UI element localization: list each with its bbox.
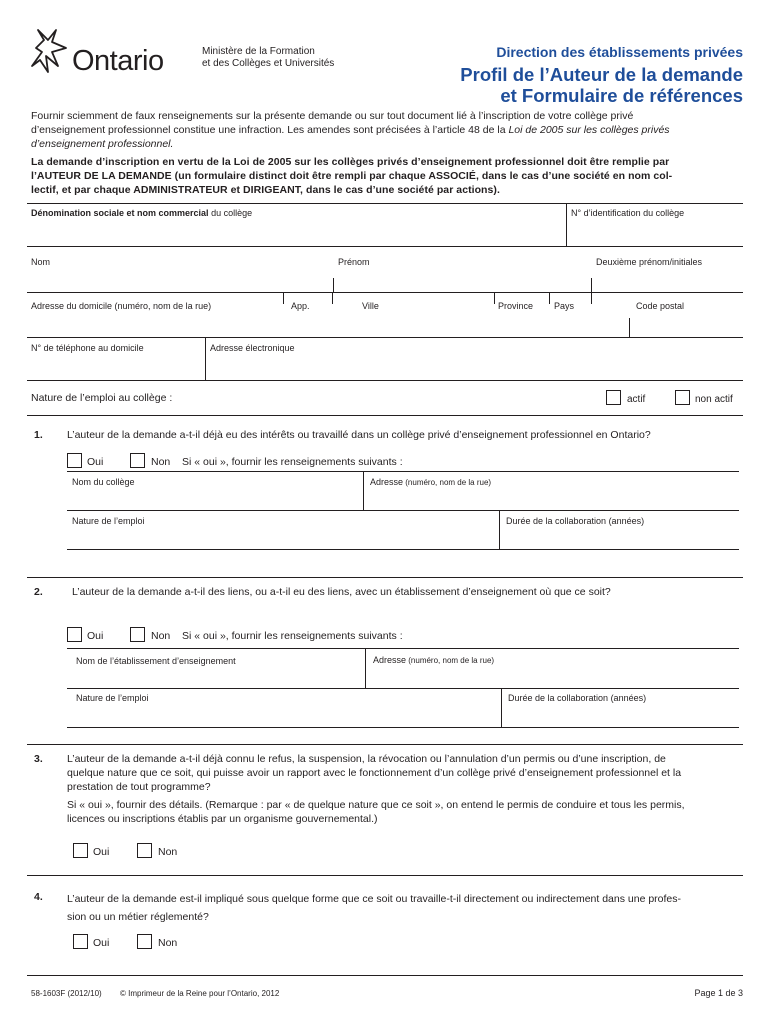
telephone-field[interactable]: [27, 356, 203, 378]
q2-non-checkbox[interactable]: [130, 627, 145, 642]
law-title: d’enseignement professionnel.: [31, 138, 174, 150]
q2-adresse-field[interactable]: [367, 668, 739, 686]
q2-number: 2.: [34, 586, 43, 598]
q4-line: sion ou un métier réglementé?: [67, 911, 209, 923]
copyright: © Imprimeur de la Reine pour l’Ontario, 2012: [120, 989, 280, 998]
q3-line: L’auteur de la demande a-t-il déjà connu le refus, la suspension, la révocation ou l’annulation d’un permis ou d’une inscription, de: [67, 753, 666, 765]
q1-nature-label: Nature de l’emploi: [72, 516, 145, 526]
q3-line: prestation de tout programme?: [67, 781, 211, 793]
app-label: App.: [291, 301, 310, 311]
q3-number: 3.: [34, 753, 43, 765]
code-postal-field[interactable]: [631, 312, 743, 334]
denomination-field[interactable]: [27, 204, 565, 244]
code-postal-label: Code postal: [636, 301, 685, 311]
instruction-line: lectif, et par chaque ADMINISTRATEUR et DIRIGEANT, dans le cas d’une société par actions).: [31, 184, 500, 196]
college-id-field[interactable]: [567, 204, 743, 244]
q4-non-label: Non: [158, 937, 178, 949]
pays-field[interactable]: [550, 312, 628, 334]
q1-adresse-text: Adresse: [370, 477, 404, 487]
intro-text: d’enseignement professionnel constitue une infraction. Les amendes sont précisées à l’article 48 de la: [31, 124, 509, 136]
intro-warning: [31, 109, 743, 151]
ville-label: Ville: [362, 301, 379, 311]
adresse-label: Adresse du domicile (numéro, nom de la rue): [31, 301, 212, 311]
q3-line: Si « oui », fournir des détails. (Remarque : par « de quelque nature que ce soit », on entend le permis de conduire et tous les permis,: [67, 799, 685, 811]
trillium-icon: [26, 26, 70, 76]
q1-non-checkbox[interactable]: [130, 453, 145, 468]
q2-nom-etab-label: Nom de l’établissement d’enseignement: [76, 656, 236, 666]
college-id-label: N° d’identification du collège: [571, 208, 685, 218]
q1-adresse-hint: (numéro, nom de la rue): [403, 478, 492, 487]
nom-field[interactable]: [27, 268, 333, 290]
denomination-label-rest: du collège: [208, 208, 253, 218]
q2-si-oui: Si « oui », fournir les renseignements suivants :: [182, 630, 403, 642]
non-actif-checkbox[interactable]: [675, 390, 690, 405]
q3-line: quelque nature que ce soit, qui puisse avoir un rapport avec le fonctionnement d’un collège privé d’enseignement professionnel et la: [67, 767, 682, 779]
courriel-label: Adresse électronique: [210, 343, 295, 353]
q2-adresse-hint: (numéro, nom de la rue): [406, 656, 495, 665]
q3-non-label: Non: [158, 846, 178, 858]
intro-line: Fournir sciemment de faux renseignements sur la présente demande ou sur tout document lié à l’inscription de votre collège privé: [31, 110, 634, 122]
intro-line: [31, 137, 743, 151]
actif-checkbox[interactable]: [606, 390, 621, 405]
q1-duree-label: Durée de la collaboration (années): [506, 516, 645, 526]
q2-duree-label: Durée de la collaboration (années): [508, 693, 647, 703]
courriel-field[interactable]: [207, 356, 743, 378]
province-label: Province: [498, 301, 534, 311]
q2-nom-etab-field[interactable]: [67, 668, 363, 686]
nature-emploi-label: Nature de l’emploi au collège :: [31, 392, 173, 404]
q4-oui-checkbox[interactable]: [73, 934, 88, 949]
telephone-label: N° de téléphone au domicile: [31, 343, 144, 353]
q1-adresse-label: [370, 477, 491, 488]
q1-duree-field[interactable]: [501, 528, 739, 548]
q1-oui-checkbox[interactable]: [67, 453, 82, 468]
app-field[interactable]: [285, 312, 331, 334]
q4-oui-label: Oui: [93, 937, 110, 949]
adresse-field[interactable]: [27, 312, 282, 334]
ministry-name: [202, 46, 334, 70]
q4-number: 4.: [34, 891, 43, 903]
direction-title: Direction des établissements privées: [496, 44, 743, 60]
intro-line: [31, 123, 743, 137]
q1-si-oui: Si « oui », fournir les renseignements suivants :: [182, 456, 403, 468]
page-title: [460, 64, 743, 106]
q2-non-label: Non: [151, 630, 171, 642]
q2-oui-label: Oui: [87, 630, 104, 642]
q3-text: [67, 752, 743, 826]
instruction-line: l’AUTEUR DE LA DEMANDE (un formulaire distinct doit être rempli par chaque ASSOCIÉ, dans le cas d’une société en nom col-: [31, 170, 673, 182]
q2-duree-field[interactable]: [503, 706, 739, 724]
logo-wordmark: Ontario: [72, 45, 164, 77]
ministry-line-1: Ministère de la Formation: [202, 46, 315, 57]
q1-text: L’auteur de la demande a-t-il déjà eu des intérêts ou travaillé dans un collège privé d’enseignement professionnel en Ontario?: [67, 429, 651, 441]
q1-nom-college-label: Nom du collège: [72, 477, 135, 487]
q2-text: L’auteur de la demande a-t-il des liens, ou a-t-il eu des liens, avec un établissement d’enseignement où que ce soit?: [72, 586, 611, 598]
law-title: Loi de 2005 sur les collèges privés: [508, 124, 670, 136]
page-title-line-1: Profil de l’Auteur de la demande: [460, 64, 743, 85]
q3-line: licences ou inscriptions établis par un organisme gouvernemental.): [67, 813, 378, 825]
page-title-line-2: et Formulaire de références: [500, 85, 743, 106]
q4-non-checkbox[interactable]: [137, 934, 152, 949]
form-number: 58-1603F (2012/10): [31, 989, 102, 998]
prenom-field[interactable]: [335, 268, 591, 290]
q1-number: 1.: [34, 429, 43, 441]
ville-field[interactable]: [334, 312, 494, 334]
q1-adresse-field[interactable]: [365, 489, 739, 509]
q3-non-checkbox[interactable]: [137, 843, 152, 858]
ontario-logo: [26, 26, 176, 78]
q4-text: [67, 890, 743, 926]
page-number: Page 1 de 3: [694, 988, 743, 998]
q3-oui-checkbox[interactable]: [73, 843, 88, 858]
ministry-line-2: et des Collèges et Universités: [202, 58, 335, 69]
q1-nature-field[interactable]: [67, 528, 497, 548]
q2-nature-field[interactable]: [67, 706, 499, 724]
non-actif-label: non actif: [695, 394, 733, 405]
q2-adresse-label: [373, 655, 494, 666]
prenom-label: Prénom: [338, 257, 370, 267]
deuxieme-field[interactable]: [593, 268, 743, 290]
deuxieme-label: Deuxième prénom/initiales: [596, 257, 703, 267]
instruction-line: La demande d’inscription en vertu de la Loi de 2005 sur les collèges privés d’enseignement professionnel doit être remplie par: [31, 156, 670, 168]
q1-nom-college-field[interactable]: [67, 489, 361, 509]
q2-adresse-text: Adresse: [373, 655, 407, 665]
nom-label: Nom: [31, 257, 51, 267]
q1-oui-label: Oui: [87, 456, 104, 468]
q2-nature-label: Nature de l’emploi: [76, 693, 149, 703]
province-field[interactable]: [496, 312, 548, 334]
q3-oui-label: Oui: [93, 846, 110, 858]
q4-line: L’auteur de la demande est-il impliqué sous quelque forme que ce soit ou travaille-t-il directement ou indirectement dans une profes-: [67, 893, 682, 905]
intro-instructions: [31, 155, 743, 197]
denomination-label-bold: Dénomination sociale et nom commercial: [31, 208, 209, 218]
q1-non-label: Non: [151, 456, 171, 468]
actif-label: actif: [627, 394, 646, 405]
pays-label: Pays: [554, 301, 575, 311]
q2-oui-checkbox[interactable]: [67, 627, 82, 642]
